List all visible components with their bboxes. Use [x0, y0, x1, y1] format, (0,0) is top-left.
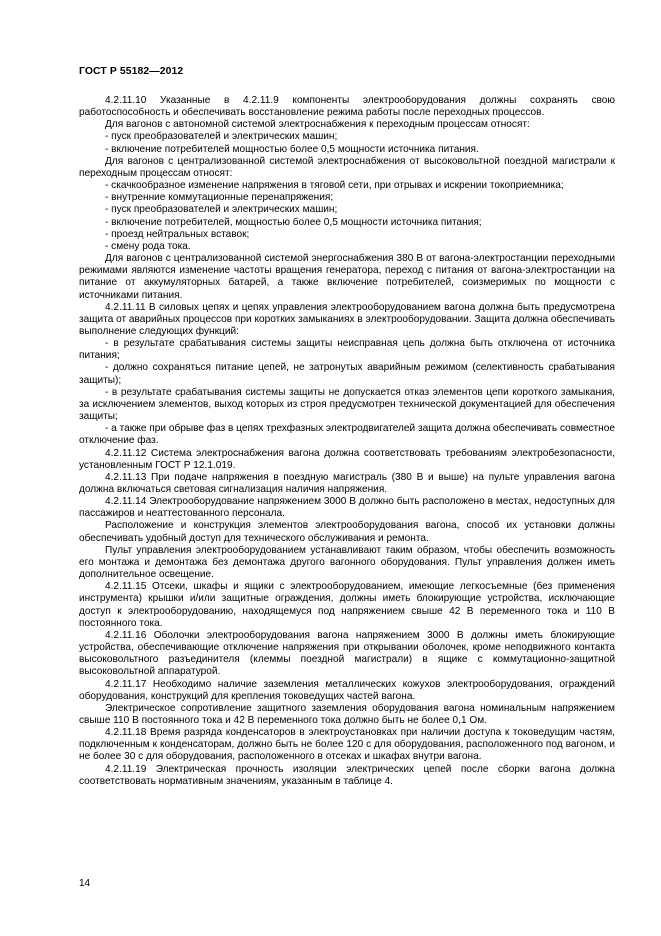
paragraph-4-2-11-17: 4.2.11.17 Необходимо наличие заземления металлических кожухов электрооборудования, ограждений оборудования, конструкций для крепления токоведущих частей вагона.: [79, 678, 615, 702]
paragraph: Для вагонов с автономной системой электроснабжения к переходным процессам относят:: [105, 119, 530, 131]
list-item: - проезд нейтральных вставок;: [105, 228, 250, 240]
paragraph-4-2-11-13: 4.2.11.13 При подаче напряжения в поездную магистраль (380 В и выше) на пульте управления вагона должна включаться световая сигнализация наличия напряжения.: [79, 471, 615, 495]
paragraph-4-2-11-11: 4.2.11.11 В силовых цепях и цепях управления электрооборудованием вагона должна быть предусмотрена защита от аварийных процессов при коротких замыканиях в электрооборудовании. Защита должна обеспечивать выполнение следующих функций:: [79, 301, 615, 337]
paragraph: Расположение и конструкция элементов электрооборудования вагона, способ их установки должны обеспечивать удобный доступ для технического обслуживания и ремонта.: [79, 520, 615, 544]
paragraph-4-2-11-15: 4.2.11.15 Отсеки, шкафы и ящики с электрооборудованием, имеющие легкосъемные (без применения инструмента) крышки и/или защитные ограждения, должны иметь блокирующие устройства, исключающие доступ к электрооборудованию, находящемуся под напряжением свыше 42 В переменного тока и 110 В постоянного тока.: [79, 581, 615, 629]
list-item: - внутренние коммутационные перенапряжения;: [105, 192, 334, 204]
page-number: 14: [79, 878, 91, 889]
list-item: - в результате срабатывания системы защиты не допускается отказ элементов цепи короткого замыкания, за исключением элементов, выход которых из строя предусмотрен технической документацией для обеспечения защиты;: [79, 386, 615, 423]
paragraph-4-2-11-14: 4.2.11.14 Электрооборудование напряжением 3000 В должно быть расположено в местах, недоступных для пассажиров и неаттестованного персонала.: [79, 496, 615, 520]
paragraph-4-2-11-16: 4.2.11.16 Оболочки электрооборудования вагона напряжением 3000 В должны иметь блокирующие устройства, обеспечивающие отключение напряжения при открывании оболочек, кроме неподвижного контакта высоковольтного разъединителя (клеммы поездной магистрали) в ящике с коммутационно-защитной высоковольтной аппаратурой.: [79, 629, 615, 678]
list-item: - включение потребителей, мощностью более 0,5 мощности источника питания;: [105, 216, 482, 228]
document-body: [79, 95, 615, 788]
paragraph: Электрическое сопротивление защитного заземления оборудования вагона номинальным напряжением свыше 110 В постоянного тока и 42 В переменного тока должно быть не более 0,1 Ом.: [79, 702, 615, 726]
document-header: ГОСТ Р 55182—2012: [79, 66, 184, 77]
paragraph-4-2-11-10: 4.2.11.10 Указанные в 4.2.11.9 компоненты электрооборудования должны сохранять свою работоспособность и обеспечивать восстановление режима работы после переходных процессов.: [79, 95, 615, 119]
list-item: - в результате срабатывания системы защиты неисправная цепь должна быть отключена от источника питания;: [79, 338, 615, 362]
list-item: - включение потребителей мощностью более 0,5 мощности источника питания.: [105, 143, 479, 155]
list-item: - смену рода тока.: [105, 240, 191, 252]
paragraph: Для вагонов с централизованной системой электроснабжения от высоковольтной поездной магистрали к переходным процессам относят:: [79, 155, 615, 179]
paragraph-4-2-11-19: 4.2.11.19 Электрическая прочность изоляции электрических цепей после сборки вагона должна соответствовать нормативным значениям, указанным в таблице 4.: [79, 763, 615, 787]
paragraph: Пульт управления электрооборудованием устанавливают таким образом, чтобы обеспечить возможность его монтажа и демонтажа без демонтажа другого вагонного оборудования. Пульт управления должен иметь дополнительное освещение.: [79, 544, 615, 581]
paragraph: Для вагонов с централизованной системой энергоснабжения 380 В от вагона-электростанции переходными режимами являются изменение частоты вращения генератора, переход с питания от вагона-электростанции на питание от аккумуляторных батарей, а также включение потребителей, соизмеримых по мощности с источниками питания.: [79, 253, 615, 301]
list-item: - пуск преобразователей и электрических машин;: [105, 131, 338, 143]
list-item: - а также при обрыве фаз в цепях трехфазных электродвигателей защита должна обеспечивать совместное отключение фаз.: [79, 423, 615, 447]
paragraph-4-2-11-18: 4.2.11.18 Время разряда конденсаторов в электроустановках при наличии доступа к токоведущим частям, подключенным к конденсаторам, должно быть не более 120 с для оборудования, расположенного под вагоном, и не более 30 с для оборудования, расположенного в отсеках и шкафах внутри вагона.: [79, 727, 615, 763]
list-item: - должно сохраняться питание цепей, не затронутых аварийным режимом (селективность срабатывания защиты);: [79, 362, 615, 386]
list-item: - пуск преобразователей и электрических машин;: [105, 204, 338, 216]
list-item: - скачкообразное изменение напряжения в тяговой сети, при отрывах и искрении токоприемника;: [105, 180, 564, 192]
paragraph-4-2-11-12: 4.2.11.12 Система электроснабжения вагона должна соответствовать требованиям электробезопасности, установленным ГОСТ Р 12.1.019.: [79, 447, 615, 471]
